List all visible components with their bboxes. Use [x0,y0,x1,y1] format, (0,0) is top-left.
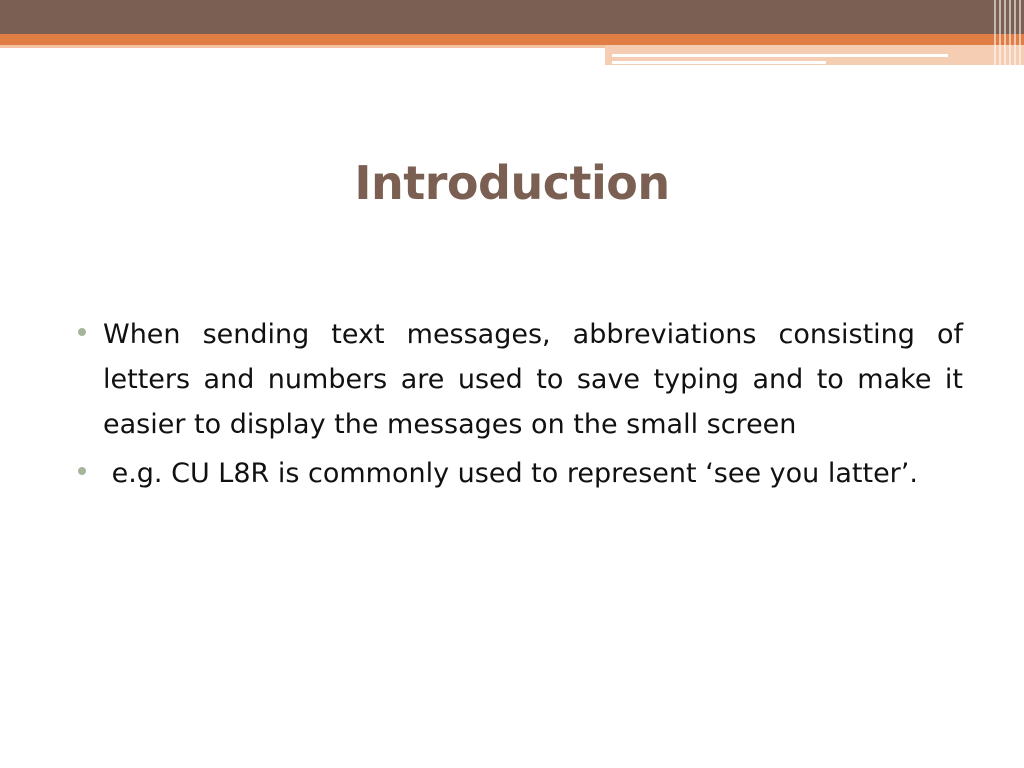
bullet-text: e.g. CU L8R is commonly used to represent ‘see you latter’. [103,458,918,489]
bullet-dot-icon [78,328,86,336]
header-step-line [612,61,826,64]
header-band-light [0,45,605,48]
bullet-item [78,451,963,496]
bullet-list [78,312,963,496]
bullet-dot-icon [78,467,86,475]
slide-title: Introduction [354,156,670,210]
header-stripes [994,0,1024,70]
header-band-orange [0,34,1024,45]
bullet-text: When sending text messages, abbreviations consisting of letters and numbers are used to save typing and to make it easier to display the messages on the small screen [103,319,963,440]
bullet-item [78,312,963,447]
header-step-line [612,54,948,57]
header-band-dark [0,0,1024,34]
